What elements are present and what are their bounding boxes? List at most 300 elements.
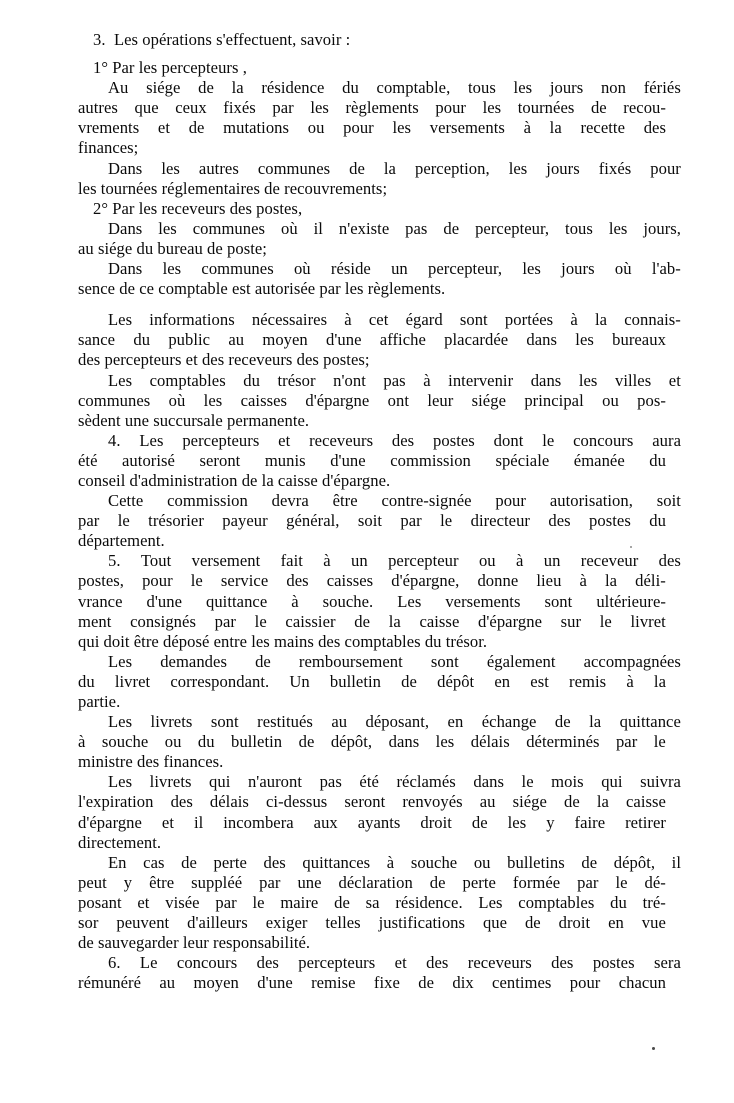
word: des [551, 953, 574, 973]
word: connais- [624, 310, 681, 330]
word: à [78, 732, 86, 752]
word: ou [473, 852, 491, 872]
word: la [589, 712, 602, 732]
word: été [359, 772, 379, 792]
word: Les [108, 712, 133, 732]
text-line: au siége du bureau de poste; [78, 238, 267, 258]
word: tous [467, 78, 496, 98]
word: qui [601, 772, 623, 792]
word: règlements [345, 98, 419, 118]
ink-speck [652, 1047, 655, 1050]
word: dépôt, [330, 732, 373, 752]
word: livrets [150, 712, 193, 732]
word: résidence [261, 78, 325, 98]
word: également [486, 651, 556, 671]
word: résidence. [395, 892, 463, 912]
word: d'épargne [78, 812, 142, 832]
word: de [401, 671, 417, 691]
word: du [133, 330, 151, 350]
word: livret [630, 611, 666, 631]
word: de [334, 892, 350, 912]
word: dans [530, 370, 562, 390]
word: de [471, 812, 488, 832]
word: leur [427, 390, 454, 410]
word: et [157, 118, 170, 138]
word: du [197, 732, 215, 752]
word: ultérieure- [596, 591, 666, 611]
word: de [429, 872, 446, 892]
text-line: 2° Par les receveurs des postes, [93, 198, 303, 218]
word: de [443, 218, 460, 238]
word: déposant, [365, 712, 430, 732]
word: telles [325, 913, 361, 933]
paragraph-block [78, 78, 681, 158]
word: réside [330, 259, 371, 279]
word: les [608, 218, 628, 238]
word: d'épargne, [391, 571, 460, 591]
word: sont [210, 712, 239, 732]
word: demandes [160, 651, 227, 671]
word: dans [388, 732, 420, 752]
word: accompagnées [583, 651, 681, 671]
text-line: ministre des finances. [78, 752, 224, 772]
word: à [523, 118, 531, 138]
word: la [596, 792, 609, 812]
word: autres [198, 158, 239, 178]
word: fixés [223, 98, 256, 118]
word: comptables [149, 370, 226, 390]
word: non [600, 78, 626, 98]
word: dans [473, 772, 504, 792]
word: par [78, 511, 100, 531]
word: siége [471, 390, 506, 410]
word: pas [319, 772, 342, 792]
word: les [507, 812, 527, 832]
article-block [78, 551, 681, 651]
word: moyen [262, 330, 308, 350]
word: bulletins [507, 852, 565, 872]
word: n'auront [247, 772, 303, 792]
word: des [643, 118, 666, 138]
word: d'une [326, 330, 362, 350]
word: mutations [223, 118, 290, 138]
word: délais [209, 792, 249, 812]
word: pour [569, 973, 601, 993]
word: Les [108, 772, 133, 792]
word: à [323, 551, 331, 571]
word: déli- [635, 571, 666, 591]
word: général, [286, 511, 340, 531]
enumerated-item [78, 58, 666, 78]
word: de [188, 118, 205, 138]
word: remboursement [298, 651, 403, 671]
word: perception, [414, 158, 490, 178]
text-line: de sauvegarder leur responsabilité. [78, 933, 311, 953]
word: par [259, 872, 281, 892]
word: 4. [108, 430, 121, 450]
word: sance [78, 330, 116, 350]
text-line: département. [78, 531, 165, 551]
word: donne [477, 571, 519, 591]
word: délais [470, 732, 510, 752]
word: correspondant. [170, 671, 270, 691]
word: du [649, 450, 666, 470]
word: contre-signée [381, 491, 472, 511]
word: d'une [330, 450, 366, 470]
word: tous [565, 218, 593, 238]
word: à [423, 370, 431, 390]
word: de [418, 973, 435, 993]
word: et [161, 812, 174, 832]
word: versements [445, 591, 521, 611]
word: et [668, 370, 681, 390]
word: soit [656, 491, 681, 511]
word: Cette [108, 491, 144, 511]
word: dans [526, 330, 558, 350]
word: à [291, 591, 299, 611]
word: des [658, 551, 681, 571]
word: percepteurs [298, 953, 376, 973]
paragraph-block [78, 370, 681, 431]
word: affiche [379, 330, 426, 350]
word: de [590, 98, 607, 118]
word: où [293, 259, 311, 279]
word: vrements [78, 118, 140, 138]
word: la [595, 310, 608, 330]
word: aura [652, 430, 681, 450]
word: justifications [378, 913, 466, 933]
text-line: finances; [78, 138, 139, 158]
word: de [198, 78, 214, 98]
word: la [549, 118, 562, 138]
word: dépôt [437, 671, 475, 691]
word: de [354, 611, 371, 631]
word: portées [504, 310, 554, 330]
word: 6. [108, 953, 121, 973]
word: percepteur, [428, 259, 503, 279]
word: dont [493, 430, 524, 450]
word: perte [213, 852, 247, 872]
word: incombera [223, 812, 294, 832]
word: Dans [108, 218, 143, 238]
word: pos- [637, 390, 666, 410]
word: sa [365, 892, 380, 912]
text-line [78, 118, 666, 138]
word: soit [357, 511, 383, 531]
word: le [440, 511, 453, 531]
word: tournées [517, 98, 575, 118]
word: nécessaires [251, 310, 328, 330]
text-line [93, 551, 681, 571]
word: Les [139, 430, 164, 450]
word: les [522, 259, 541, 279]
text-line: 3. Les opérations s'effectuent, savoir : [93, 30, 351, 49]
word: dix [452, 973, 474, 993]
word: siége [146, 78, 181, 98]
word: remise [311, 973, 356, 993]
word: un [391, 259, 408, 279]
word: d'une [146, 591, 182, 611]
word: moyen [193, 973, 239, 993]
word: n'ont [333, 370, 366, 390]
word: principal [524, 390, 584, 410]
word: suivra [640, 772, 681, 792]
word: des [548, 511, 571, 531]
text-line [78, 893, 666, 913]
word: au [331, 712, 348, 732]
word: le [254, 611, 267, 631]
word: émanée [573, 450, 625, 470]
word: les [482, 98, 502, 118]
word: réclamés [396, 772, 456, 792]
word: sor [78, 913, 99, 933]
word: d'une [257, 973, 293, 993]
paragraph-block [78, 310, 681, 370]
word: quittance [205, 591, 268, 611]
word: au [479, 792, 496, 812]
word: les [161, 158, 180, 178]
word: ou [602, 390, 619, 410]
word: d'épargne [478, 611, 542, 631]
word: fériés [643, 78, 681, 98]
word: 5. [108, 551, 121, 571]
word: les [162, 259, 182, 279]
word: ont [387, 390, 409, 410]
text-line [93, 652, 681, 672]
word: informations [149, 310, 235, 330]
word: Le [139, 953, 158, 973]
word: pas [405, 218, 428, 238]
word: vue [641, 913, 666, 933]
paragraph-block [78, 158, 681, 199]
word: et [394, 953, 407, 973]
word: des [263, 852, 286, 872]
text-line: directement. [78, 832, 162, 852]
text-line: qui doit être déposé entre les mains des comptables du trésor. [78, 631, 488, 651]
word: de [564, 792, 580, 812]
word: service [220, 571, 269, 591]
word: souche [410, 852, 458, 872]
word: siége [512, 792, 547, 812]
word: le [252, 892, 265, 912]
word: autres [78, 98, 118, 118]
word: du [243, 370, 260, 390]
word: vrance [78, 591, 123, 611]
word: centimes [492, 973, 552, 993]
text-line [93, 259, 681, 279]
word: des [256, 953, 279, 973]
word: autorisation, [549, 491, 633, 511]
word: sont [544, 591, 573, 611]
word: où [280, 218, 298, 238]
paragraph-block [78, 852, 681, 953]
paragraph-block [78, 218, 681, 259]
word: caisse [626, 792, 666, 812]
word: échange [481, 712, 537, 732]
word: du [78, 671, 95, 691]
word: une [297, 872, 322, 892]
word: l'expiration [78, 792, 154, 812]
word: pour [142, 571, 173, 591]
word: public [168, 330, 211, 350]
word: de [524, 913, 541, 933]
text-line [78, 98, 666, 118]
word: retirer [625, 812, 666, 832]
word: les [435, 732, 455, 752]
paragraph-block [78, 259, 681, 299]
word: le [117, 511, 130, 531]
text-line [78, 451, 666, 471]
word: la [605, 571, 618, 591]
word: pour [495, 491, 526, 511]
word: au [228, 330, 245, 350]
word: Les [108, 310, 133, 330]
word: des [170, 792, 193, 812]
word: commission [167, 491, 248, 511]
word: aux [313, 812, 338, 832]
word: posant [78, 892, 122, 912]
word: consignés [130, 611, 196, 631]
word: à [515, 551, 524, 571]
word: quittances [302, 852, 371, 872]
word: en [608, 913, 624, 933]
word: fixés [598, 158, 632, 178]
word: qui [209, 772, 231, 792]
word: les [158, 218, 177, 238]
article-block [78, 953, 681, 993]
word: sur [560, 611, 582, 631]
text-line: sence de ce comptable est autorisée par les règlements. [78, 279, 446, 299]
word: égard [405, 310, 443, 330]
word: ci-dessus [266, 792, 328, 812]
word: trésor [277, 370, 316, 390]
word: bureaux [612, 330, 666, 350]
word: en [494, 671, 511, 691]
text-line [93, 371, 681, 391]
word: pour [650, 158, 681, 178]
text-line [78, 672, 666, 692]
text-line [78, 592, 666, 612]
word: percepteur [388, 551, 459, 571]
text-line [78, 873, 666, 893]
word: des [286, 571, 309, 591]
word: recou- [623, 98, 666, 118]
word: livrets [149, 772, 192, 792]
word: par [615, 732, 638, 752]
word: postes, [78, 571, 124, 591]
word: payeur [222, 511, 268, 531]
word: sera [653, 953, 681, 973]
text-line [78, 913, 666, 933]
word: dé- [644, 872, 666, 892]
word: percepteur, [475, 218, 550, 238]
word: il [313, 218, 323, 238]
text-line [78, 813, 666, 833]
word: munis [264, 450, 306, 470]
word: il [193, 812, 204, 832]
text-line [93, 431, 681, 451]
word: sont [459, 310, 488, 330]
word: en [447, 712, 464, 732]
word: la [383, 158, 396, 178]
word: par [400, 511, 422, 531]
text-line: les tournées réglementaires de recouvrements; [78, 178, 388, 198]
word: d'épargne [305, 390, 370, 410]
text-line [78, 792, 666, 812]
word: l'ab- [651, 259, 681, 279]
word: receveurs [467, 953, 532, 973]
word: les [310, 98, 329, 118]
text-line [93, 772, 681, 792]
word: le [599, 611, 612, 631]
word: être [332, 491, 358, 511]
text-line [93, 159, 681, 179]
enumerated-item [78, 199, 666, 219]
text-line [78, 391, 666, 411]
word: seront [199, 450, 241, 470]
word: le [521, 772, 534, 792]
ink-speck [630, 546, 632, 548]
word: bulletin [231, 732, 283, 752]
word: concours [176, 953, 238, 973]
word: du [649, 511, 666, 531]
word: fixe [373, 973, 400, 993]
word: souche [101, 732, 149, 752]
word: par [272, 98, 294, 118]
word: la [231, 78, 244, 98]
word: restitués [257, 712, 313, 732]
word: par [214, 611, 236, 631]
word: un [543, 551, 561, 571]
paragraph-block [78, 491, 681, 551]
word: receveurs [309, 430, 374, 450]
word: suppléé [191, 872, 243, 892]
text-line [78, 612, 666, 632]
word: quittance [619, 712, 681, 732]
word: chacun [618, 973, 666, 993]
word: ment [78, 611, 112, 631]
word: de [349, 158, 365, 178]
text-line [78, 732, 666, 752]
paragraph-block [78, 772, 681, 852]
text-line [78, 330, 666, 350]
word: remis [569, 671, 607, 691]
word: les [513, 78, 533, 98]
word: et [278, 430, 291, 450]
word: cas [143, 852, 165, 872]
text-line [93, 219, 681, 239]
text-line: sèdent une succursale permanente. [78, 410, 310, 430]
word: mois [551, 772, 584, 792]
paragraph-block [78, 712, 681, 772]
article-block [78, 30, 666, 50]
word: recette [580, 118, 625, 138]
word: Les [108, 370, 133, 390]
word: directeur [470, 511, 531, 531]
word: déclaration [338, 872, 413, 892]
word: du [610, 892, 627, 912]
word: droit [558, 913, 591, 933]
word: droit [420, 812, 452, 832]
word: les [578, 370, 598, 390]
word: trésorier [148, 511, 204, 531]
word: pour [435, 98, 466, 118]
word: et [137, 892, 150, 912]
word: caisses [326, 571, 374, 591]
word: été [78, 450, 98, 470]
word: rémunéré [78, 973, 142, 993]
word: le [615, 872, 628, 892]
